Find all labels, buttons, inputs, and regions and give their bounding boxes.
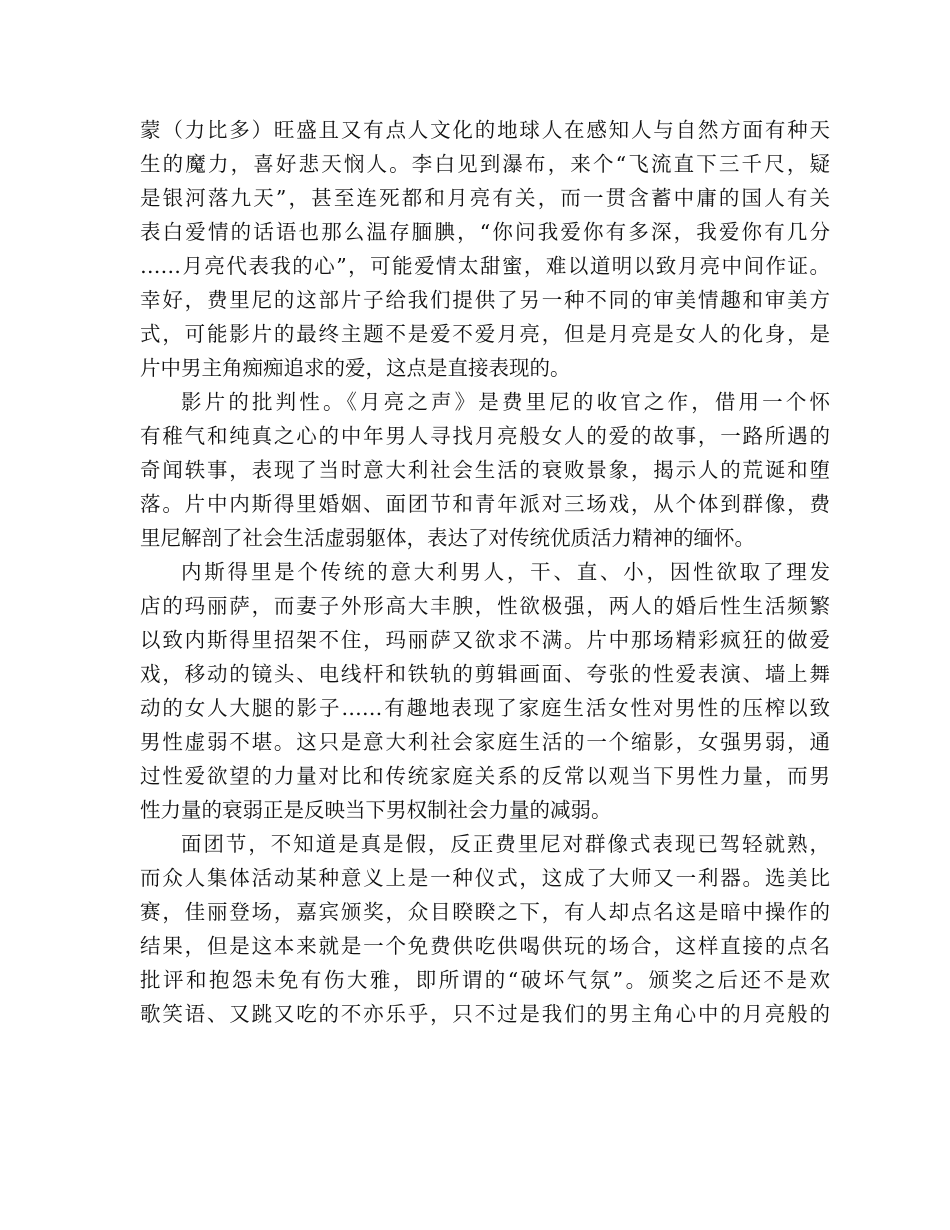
text-line: 影片的批判性。《月亮之声》是费里尼的收官之作，借用一个怀 [181, 390, 830, 414]
text-line: 蒙（力比多）旺盛且又有点人文化的地球人在感知人与自然方面有种天 [140, 118, 830, 142]
text-line: 式，可能影片的最终主题不是爱不爱月亮，但是月亮是女人的化身，是 [140, 322, 830, 346]
paragraph-moon-symbolism [140, 113, 830, 385]
text-line: 结果，但是这本来就是一个免费供吃供喝供玩的场合，这样直接的点名 [140, 934, 830, 958]
text-line: 男性虚弱不堪。这只是意大利社会家庭生活的一个缩影，女强男弱，通 [140, 730, 830, 754]
text-line: 表白爱情的话语也那么温存腼腆，“你问我爱你有多深，我爱你有几分 [140, 220, 830, 244]
text-line: 批评和抱怨未免有伤大雅，即所谓的“破坏气氛”。颁奖之后还不是欢 [140, 968, 830, 992]
text-line: 里尼解剖了社会生活虚弱躯体，表达了对传统优质活力精神的缅怀。 [140, 526, 755, 550]
text-line: 奇闻轶事，表现了当时意大利社会生活的衰败景象，揭示人的荒诞和堕 [140, 458, 830, 482]
paragraph-nestri-marriage [140, 555, 830, 827]
text-line: 有稚气和纯真之心的中年男人寻找月亮般女人的爱的故事，一路所遇的 [140, 424, 830, 448]
document-page [140, 113, 830, 1031]
text-line: 歌笑语、又跳又吃的不亦乐乎，只不过是我们的男主角心中的月亮般的 [140, 1002, 830, 1026]
text-line: 是银河落九天”，甚至连死都和月亮有关，而一贯含蓄中庸的国人有关 [140, 186, 830, 210]
text-line: 性力量的衰弱正是反映当下男权制社会力量的减弱。 [140, 798, 612, 822]
text-line: 幸好，费里尼的这部片子给我们提供了另一种不同的审美情趣和审美方 [140, 288, 830, 312]
text-line: 面团节，不知道是真是假，反正费里尼对群像式表现已驾轻就熟， [181, 832, 830, 856]
text-line: 而众人集体活动某种意义上是一种仪式，这成了大师又一利器。选美比 [140, 866, 830, 890]
paragraph-dough-festival [140, 827, 830, 1031]
text-line: 动的女人大腿的影子……有趣地表现了家庭生活女性对男性的压榨以致 [140, 696, 830, 720]
text-line: 落。片中内斯得里婚姻、面团节和青年派对三场戏，从个体到群像，费 [140, 492, 830, 516]
text-line: 过性爱欲望的力量对比和传统家庭关系的反常以观当下男性力量，而男 [140, 764, 830, 788]
text-line: 赛，佳丽登场，嘉宾颁奖，众目睽睽之下，有人却点名这是暗中操作的 [140, 900, 830, 924]
text-line: 生的魔力，喜好悲天悯人。李白见到瀑布，来个“飞流直下三千尺，疑 [140, 152, 830, 176]
paragraph-critical-nature [140, 385, 830, 555]
text-line: 片中男主角痴痴追求的爱，这点是直接表现的。 [140, 356, 571, 380]
text-line: ……月亮代表我的心”，可能爱情太甜蜜，难以道明以致月亮中间作证。 [140, 254, 830, 278]
text-line: 内斯得里是个传统的意大利男人，干、直、小，因性欲取了理发 [181, 560, 830, 584]
text-line: 以致内斯得里招架不住，玛丽萨又欲求不满。片中那场精彩疯狂的做爱 [140, 628, 830, 652]
text-line: 戏，移动的镜头、电线杆和铁轨的剪辑画面、夸张的性爱表演、墙上舞 [140, 662, 830, 686]
text-line: 店的玛丽萨，而妻子外形高大丰腴，性欲极强，两人的婚后性生活频繁 [140, 594, 830, 618]
